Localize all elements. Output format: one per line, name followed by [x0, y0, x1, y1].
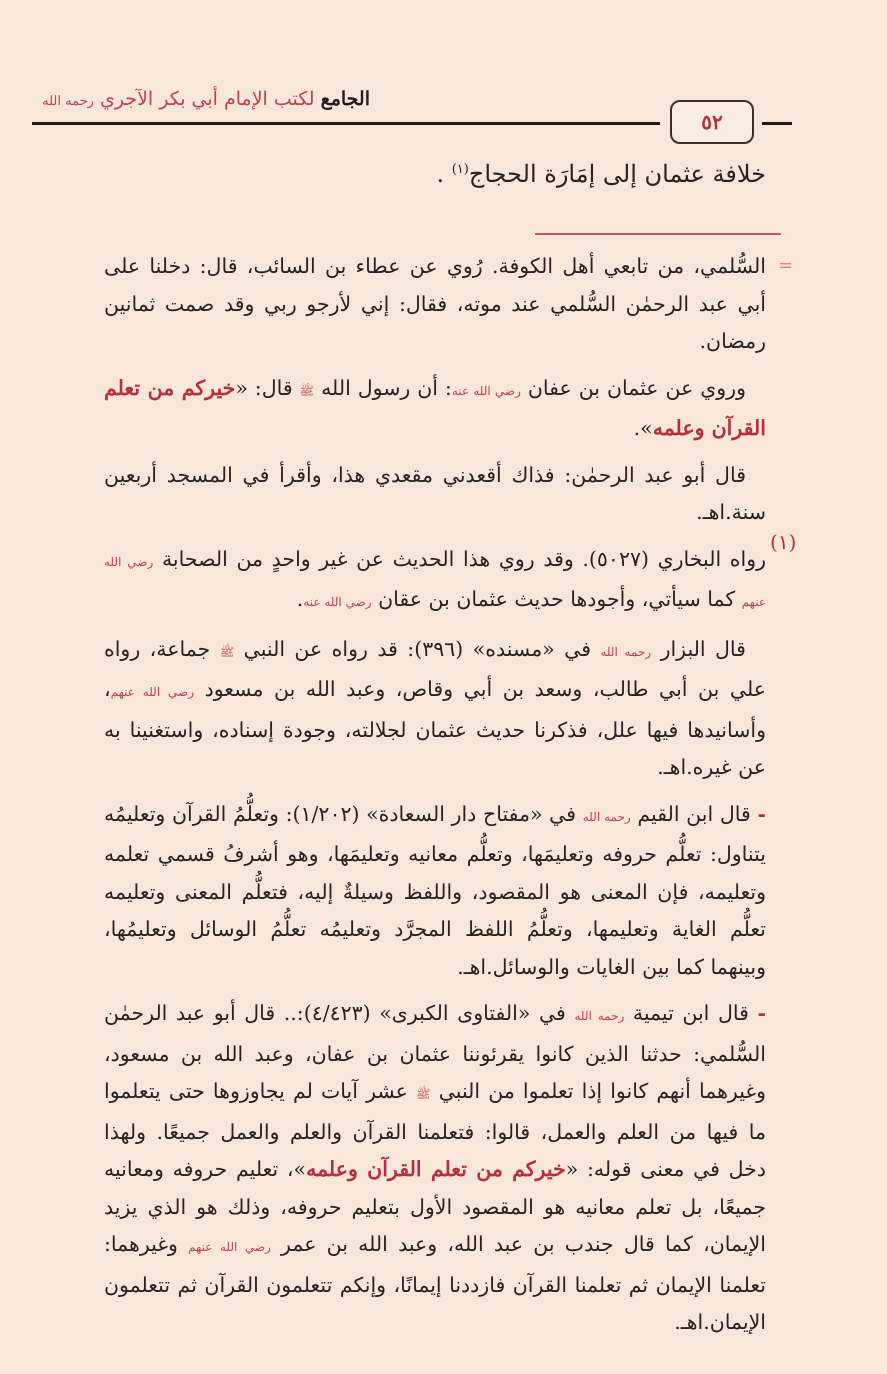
- honorific-glyph: رضي الله عنه: [303, 595, 372, 609]
- page-header: [30, 88, 860, 136]
- continued-footnote-p2: وروي عن عثمان بن عفان رضي الله عنه: أن رسول الله ﷺ قال: «خيركم من تعلم القرآن وعلمه».: [104, 375, 766, 440]
- hadith-quote: خيركم من تعلم القرآن وعلمه: [306, 1157, 566, 1181]
- honorific-glyph: ﷺ: [299, 383, 315, 398]
- footnote-number: (١): [770, 530, 797, 554]
- running-title: [30, 88, 370, 118]
- honorific-glyph: رحمه الله: [574, 1009, 625, 1023]
- continued-footnote-p1: السُّلمي، من تابعي أهل الكوفة. رُوي عن عطاء بن السائب، قال: دخلنا على أبي عبد الرحمٰن السُّلمي عند موته، فقال: إني لأرجو ربي وقد صمت ثمانين رمضان.: [104, 254, 766, 353]
- main-text: [104, 150, 766, 194]
- honorific-glyph: رحمه الله: [600, 644, 652, 659]
- running-title-main: الجامع: [320, 88, 370, 110]
- honorific-glyph: ﷺ: [416, 1087, 431, 1101]
- running-title-sub: لكتب الإمام أبي بكر الآجري: [99, 88, 315, 110]
- footnote-1-p1: رواه البخاري (٥٠٢٧). وقد روي هذا الحديث عن غير واحدٍ من الصحابة رضي الله عنهم كما سيأتي، وأجودها حديث عثمان بن عقان رضي الله عنه.: [104, 546, 766, 611]
- footnote-1-p4: - قال ابن تيمية رحمه الله في «الفتاوى الكبرى» (٤/٤٢٣):.. قال أبو عبد الرحمٰن السُّلمي: حدثنا الذين كانوا يقرئوننا عثمان بن عفان، وعبد الله بن مسعود، وغيرهما أنهم كانوا إذا تعلموا من النبي ﷺ عشر آيات لم يجاوزوها حتى يتعلموا ما فيها من العلم والعمل، قالوا: فتعلمنا القرآن والعلم والعمل جميعًا. ولهذا دخل في معنى قوله: «خيركم من تعلم القرآن وعلمه»، تعليم حروفه ومعانيه جميعًا، بل تعلم معانيه هو المقصود الأول بتعليم حروفه، وذلك هو الذي يزيد الإيمان، كما قال جندب بن عبد الله، وعبد الله بن عمر رضي الله عنهم وغيرهما: تعلمنا الإيمان ثم تعلمنا القرآن فازددنا إيمانًا، وإنكم تتعلمون القرآن ثم تتعلمون الإيمان.اهـ.: [104, 1001, 766, 1334]
- hadith-quote: خيركم من تعلم القرآن وعلمه: [104, 375, 766, 440]
- footnote-1-p3: - قال ابن القيم رحمه الله في «مفتاح دار السعادة» (١/٢٠٢): وتعلُّمُ القرآن وتعليمُه يتناول: تعلُّم حروفه وتعليمَها، وتعلُّم معانيه وتعليمَها، وهو أشرفُ قسمي تعلمه وتعليمه، فإن المعنى هو المقصود، واللفظ وسيلةٌ إليه، فتعلُّم المعنى وتعليمه تعلُّم الغاية وتعليمها، وتعلُّمُ اللفظ المجرَّد وتعليمُه تعلُّمُ الوسائل وتعليمُها، وبينهما كما بين الغايات والوسائل.اهـ.: [104, 801, 766, 979]
- dash-bullet: -: [757, 801, 766, 826]
- page-number: ٥٢: [670, 100, 754, 144]
- dash-bullet: -: [757, 1001, 766, 1025]
- footnote-1-p2: قال البزار رحمه الله في «مسنده» (٣٩٦): قد رواه عن النبي ﷺ جماعة، رواه علي بن أبي طالب، وسعد بن أبي وقاص، وعبد الله بن مسعود رضي الله عنهم، وأسانيدها فيها علل، فذكرنا حديث عثمان لجلالته، وجودة إسناده، واستغنينا به عن غيره.اهـ.: [104, 636, 766, 779]
- main-text-end: .: [436, 160, 445, 188]
- continuation-marker: =: [778, 255, 794, 276]
- continued-footnote-p3: قال أبو عبد الرحمٰن: فذاك أقعدني مقعدي هذا، وأقرأ في المسجد أربعين سنة.اهـ.: [104, 462, 766, 524]
- honorific-glyph: ﷺ: [219, 644, 235, 659]
- honorific-glyph: رضي الله عنهم: [188, 1240, 271, 1254]
- main-text-line: خلافة عثمان إلى إمَارَة الحجاج: [468, 160, 766, 188]
- honorific-glyph: رضي الله عنهم: [104, 554, 766, 609]
- honorific-glyph: رضي الله عنه: [451, 383, 521, 398]
- honorific-glyph: رحمه الله: [582, 809, 631, 824]
- honorific-glyph: رضي الله عنهم: [110, 685, 195, 699]
- header-rule-short: [762, 122, 792, 125]
- footnote-separator: [535, 233, 781, 235]
- honorific-glyph: رحمه الله: [42, 94, 94, 109]
- footnote-reference: (١): [451, 162, 469, 177]
- header-rule: [32, 122, 660, 125]
- footnotes: [104, 248, 766, 1342]
